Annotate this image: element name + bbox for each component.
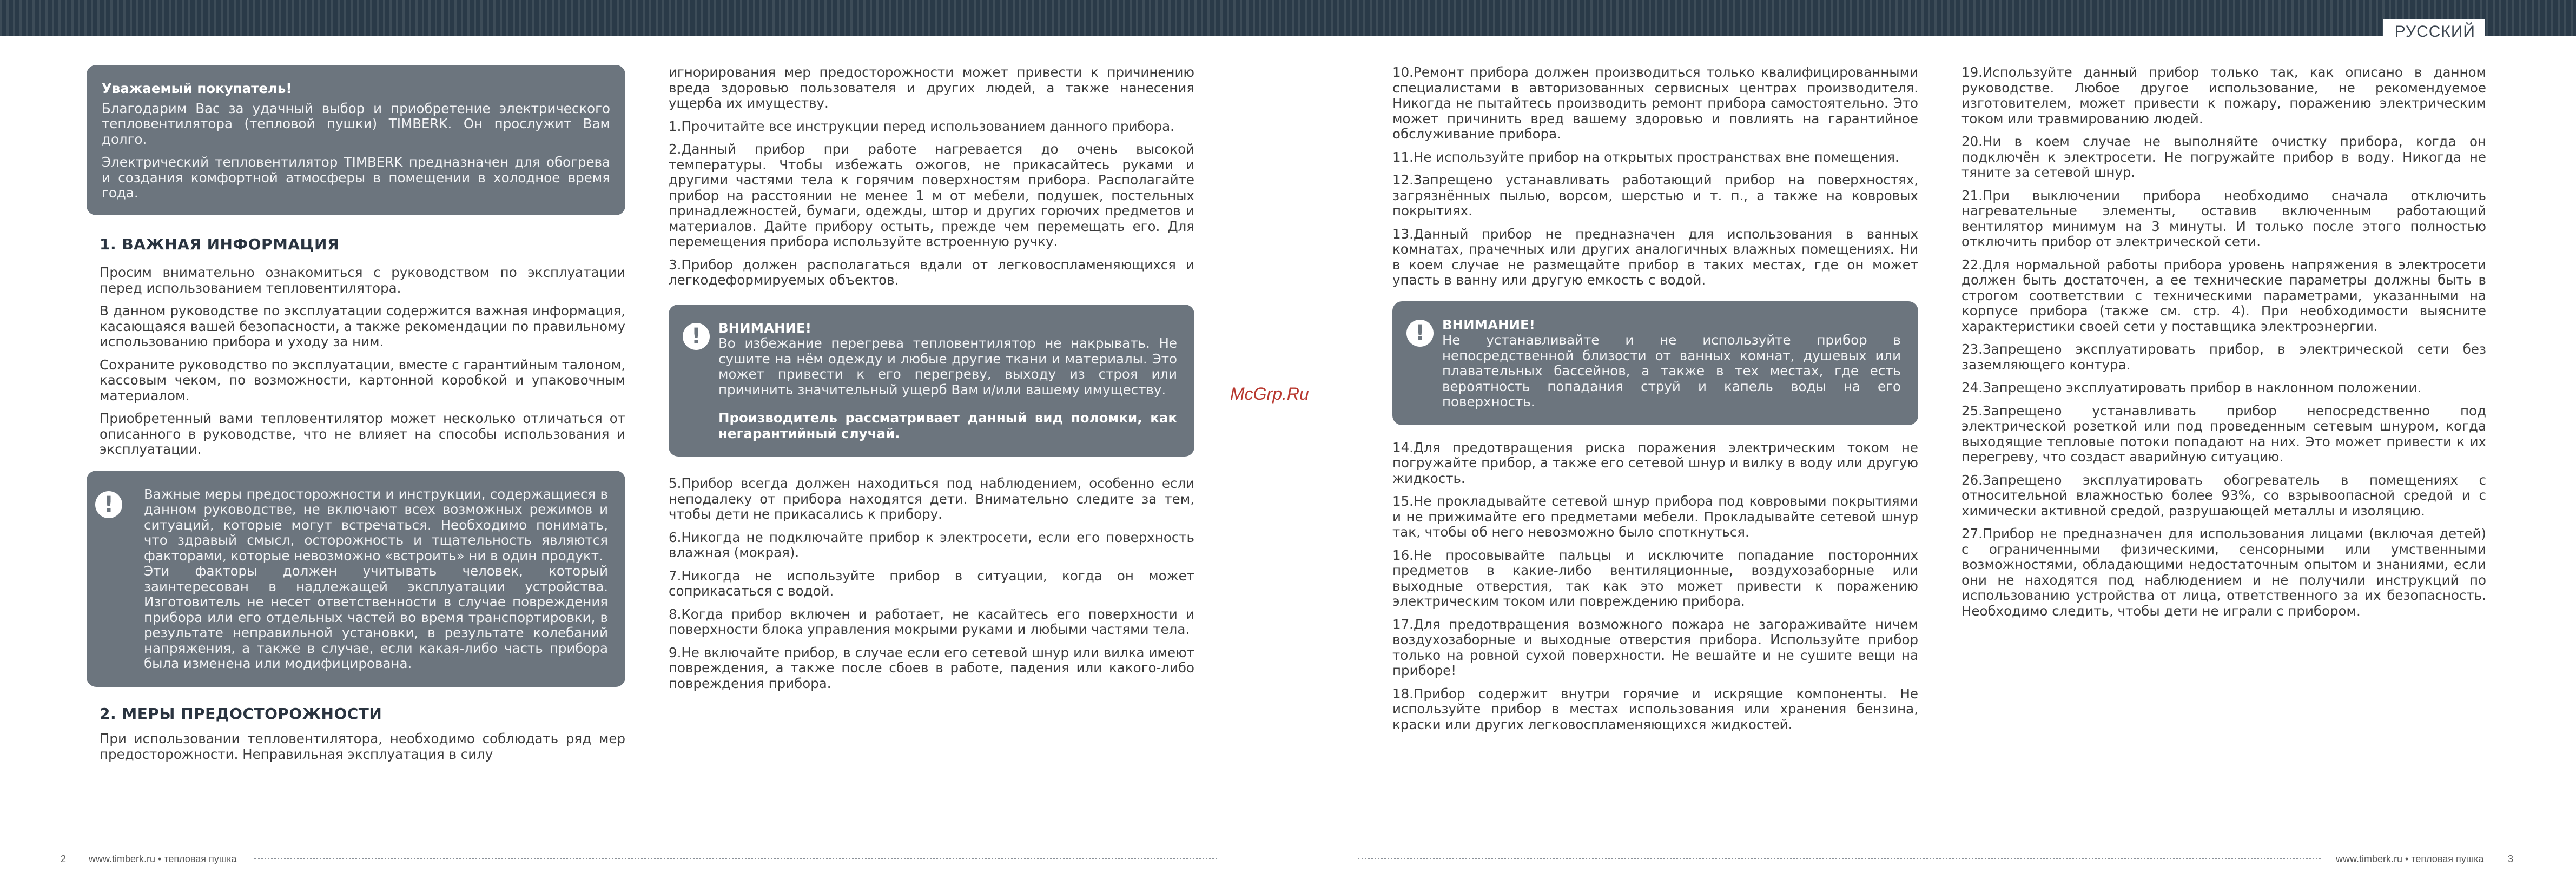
item-13: 13.Данный прибор не предназначен для использования в ванных комнатах, прачечных или других аналогичных влажных помещениях. Ни в коем случае не размещайте прибор в таких местах, где он может упасть в ванну или другую емкость с водой. <box>1392 226 1918 288</box>
s1-paragraph-2: В данном руководстве по эксплуатации содержится важная информация, касающаяся вашей безопасности, а также рекомендации по правильному использованию прибора и уходу за ним. <box>100 303 625 349</box>
exclamation-icon: ! <box>1406 320 1434 347</box>
item-19: 19.Используйте данный прибор только так, как описано в данном руководстве. Любое другое использование, не рекомендуемое изготовителем, может привести к пожару, поражению электрическим током или травмированию людей. <box>1961 64 2486 127</box>
item-25: 25.Запрещено устанавливать прибор непосредственно под электрической розеткой или под проведенным сетевым шнуром, когда выходящие тепловые потоки попадают на них. Это может привести к их перегреву, что создаст аварийную ситуацию. <box>1961 402 2486 465</box>
warning-text: Не устанавливайте и не используйте прибор в непосредственной близости от ванных комнат, душевых или плавательных бассейнов, а также в тех местах, где есть вероятность попадания струй и капель воды на его поверхность. <box>1442 332 1901 409</box>
warning-text: Во избежание перегрева тепловентилятор не накрывать. Не сушите на нём одежду и любые другие ткани и материалы. Это может привести к его перегреву, выходу из строя или причинить значительный ущерб Вам и/или вашему имуществу. <box>718 335 1177 398</box>
item-2: 2.Данный прибор при работе нагревается до очень высокой температуры. Чтобы избежать ожогов, не прикасайтесь руками и другими частями тела к горячим поверхностям прибора. Располагайте прибор на расстоянии не менее 1 м от мебели, подушек, постельных принадлежностей, бумаги, одежды, штор и других горючих предметов и материалов. Дайте прибору остыть, прежде чем перемещать его. Для перемещения прибора используйте встроенную ручку. <box>669 141 1194 249</box>
intro-box <box>87 65 625 215</box>
item-16: 16.Не просовывайте пальцы и исключите попадание посторонних предметов в какие-либо вентиляционные, воздухозаборные или выходные отверстия, так как это может привести к поражению электрическим током или повреждению прибора. <box>1392 547 1918 609</box>
column-2 <box>669 65 1194 699</box>
column-3 <box>1392 65 1918 740</box>
intro-paragraph-1: Благодарим Вас за удачный выбор и приобретение электрического тепловентилятора (тепловой пушки) TIMBERK. Он прослужит Вам долго. <box>102 100 610 147</box>
item-5: 5.Прибор всегда должен находиться под наблюдением, особенно если неподалеку от прибора находятся дети. Внимательно следите за тем, чтобы дети не прикасались к прибору. <box>669 475 1194 522</box>
warning-box-water <box>1392 301 1918 425</box>
s1-paragraph-1: Просим внимательно ознакомиться с руководством по эксплуатации перед использованием тепловентилятора. <box>100 264 625 296</box>
item-6: 6.Никогда не подключайте прибор к электросети, если его поверхность влажная (мокрая). <box>669 529 1194 560</box>
item-11: 11.Не используйте прибор на открытых пространствах вне помещения. <box>1392 149 1899 165</box>
intro-title: Уважаемый покупатель! <box>102 81 292 96</box>
item-7: 7.Никогда не используйте прибор в ситуации, когда он может соприкасаться с водой. <box>669 567 1194 599</box>
item-9: 9.Не включайте прибор, в случае если его сетевой шнур или вилка имеют повреждения, а также после сбоев в работе, падения или какого-либо повреждения прибора. <box>669 644 1194 691</box>
item-24: 24.Запрещено эксплуатировать прибор в наклонном положении. <box>1961 380 2422 395</box>
footer-site-right: www.timberk.ru • тепловая пушка <box>2336 854 2484 864</box>
item-23: 23.Запрещено эксплуатировать прибор, в электрической сети без заземляющего контура. <box>1961 341 2486 373</box>
item-17: 17.Для предотвращения возможного пожара не загораживайте ничем воздухозаборные и выходные отверстия прибора. Используйте прибор только на ровной сухой поверхности. Не вешайте и не сушите вещи на приборе! <box>1392 616 1918 678</box>
note-paragraph-1: Важные меры предосторожности и инструкции, содержащиеся в данном руководстве, не включают всех возможных режимов и ситуаций, которые могут встречаться. Необходимо понимать, что здравый смысл, осторожность и тщательность являются факторами, которые невозможно «встроить» ни в один продукт. <box>144 486 608 564</box>
intro-paragraph-2: Электрический тепловентилятор TIMBERK предназначен для обогрева и создания комфортной атмосферы в помещении в холодное время года. <box>102 154 610 201</box>
s1-paragraph-3: Сохраните руководство по эксплуатации, вместе с гарантийным талоном, кассовым чеком, по возможности, картонной коробкой и упаковочным материалом. <box>100 356 625 404</box>
column-4 <box>1961 65 2486 626</box>
warning-box-overheat <box>669 305 1194 457</box>
exclamation-icon: ! <box>683 323 710 350</box>
item-8: 8.Когда прибор включен и работает, не касайтесь его поверхности и поверхности блока управления мокрыми руками и любыми частями тела. <box>669 606 1194 637</box>
footer-divider-right <box>1358 858 2321 859</box>
note-paragraph-2: Эти факторы должен учитывать человек, который заинтересован в надлежащей эксплуатации устройства. Изготовитель не несет ответственности в случае повреждения прибора или его отдельных частей во время транспортировки, в результате неправильной установки, в результате колебаний напряжения, а также в случае, если какая-либо часть прибора была изменена или модифицирована. <box>144 563 608 671</box>
item-1: 1.Прочитайте все инструкции перед использованием данного прибора. <box>669 118 1174 134</box>
column-1 <box>87 65 625 770</box>
item-3: 3.Прибор должен располагаться вдали от легковоспламеняющихся и легкодеформируемых объектов. <box>669 256 1194 288</box>
warning-bold-text: Производитель рассматривает данный вид поломки, как негарантийный случай. <box>718 410 1177 441</box>
item-26: 26.Запрещено эксплуатировать обогреватель в помещениях с относительной влажностью более 93%, со взрывоопасной средой и с химически активной средой, разрушающей металлы и изоляцию. <box>1961 472 2486 519</box>
page-number-right: 3 <box>2508 854 2514 864</box>
top-stripe-bar <box>0 0 2576 36</box>
item-15: 15.Не прокладывайте сетевой шнур прибора под ковровыми покрытиями и не прижимайте его предметами мебели. Прокладывайте сетевой шнур так, чтобы об него невозможно было споткнуться. <box>1392 493 1918 540</box>
item-21: 21.При выключении прибора необходимо сначала отключить нагревательные элементы, оставив включенным работающий вентилятор минимум на 3 минуты. И только после этого полностью отключить прибор от электрической сети. <box>1961 187 2486 249</box>
exclamation-icon: ! <box>95 491 122 518</box>
item-22: 22.Для нормальной работы прибора уровень напряжения в электросети должен быть достаточен, а ее технические параметры должны быть в строгом соответствии с техническими параметрами, указанными на корпусе прибора (также см. стр. 4). При необходимости выясните характеристики своей сети у поставщика электроэнергии. <box>1961 256 2486 334</box>
s1-paragraph-4: Приобретенный вами тепловентилятор может несколько отличаться от описанного в руководстве, что не влияет на способы использования и эксплуатации. <box>100 411 625 457</box>
item-20: 20.Ни в коем случае не выполняйте очистку прибора, когда он подключён к электросети. Не погружайте прибор в воду. Никогда не тяните за сетевой шнур. <box>1961 134 2486 180</box>
item-18: 18.Прибор содержит внутри горячие и искрящие компоненты. Не используйте прибор в местах использования или хранения бензина, краски или других легковоспламеняющихся жидкостей. <box>1392 685 1918 732</box>
item-12: 12.Запрещено устанавливать работающий прибор на поверхностях, загрязнённых пылью, ворсом, шерстью и т. п., а также на ковровых покрытиях. <box>1392 172 1918 219</box>
footer-site-left: www.timberk.ru • тепловая пушка <box>89 854 237 864</box>
warning-title: ВНИМАНИЕ! <box>1442 316 1535 333</box>
watermark: McGrp.Ru <box>1230 384 1309 404</box>
language-label: РУССКИЙ <box>2383 19 2485 48</box>
item-27: 27.Прибор не предназначен для использования лицами (включая детей) с ограниченными физическими, сенсорными или умственными возможностями, обладающими недостаточным опытом и знаниями, если они не находятся под наблюдением и не получили инструкций по использованию устройства от лица, ответственного за их безопасность. Необходимо следить, чтобы дети не играли с прибором. <box>1961 526 2486 619</box>
warning-title: ВНИМАНИЕ! <box>718 320 811 336</box>
page-number-left: 2 <box>61 854 67 864</box>
col2-continuation: игнорирования мер предосторожности может привести к причинению вреда здоровью пользователя и других людей, а также нанесения ущерба их имуществу. <box>669 64 1194 111</box>
item-14: 14.Для предотвращения риска поражения электрическим током не погружайте прибор, а также его сетевой шнур и вилку в воду или другую жидкость. <box>1392 439 1918 486</box>
section-1-heading: 1. ВАЖНАЯ ИНФОРМАЦИЯ <box>100 235 340 253</box>
footer-divider-left <box>254 858 1217 859</box>
s2-paragraph-1: При использовании тепловентилятора, необходимо соблюдать ряд мер предосторожности. Неправильная эксплуатация в силу <box>100 731 625 762</box>
section-2-heading: 2. МЕРЫ ПРЕДОСТОРОЖНОСТИ <box>100 704 382 723</box>
item-10: 10.Ремонт прибора должен производиться только квалифицированными специалистами в авторизованных сервисных центрах производителя. Никогда не пытайтесь производить ремонт прибора самостоятельно. Это может причинить вред вашему здоровью и повлиять на гарантийное обслуживание прибора. <box>1392 64 1918 142</box>
important-note-box <box>87 471 625 687</box>
